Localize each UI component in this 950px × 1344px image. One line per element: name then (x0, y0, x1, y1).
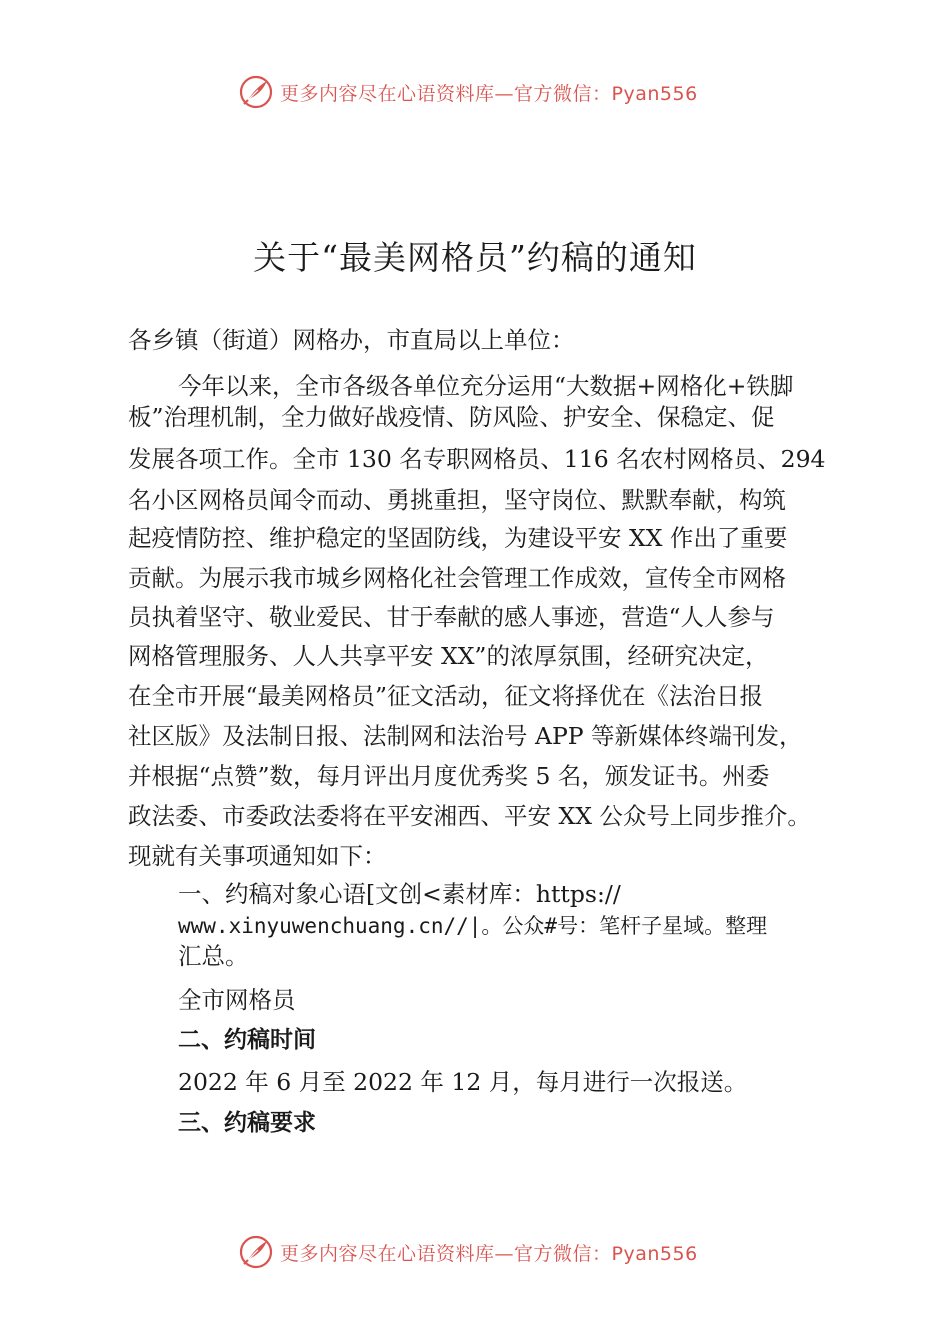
section3-heading: 三、约稿要求 (178, 1110, 316, 1136)
body-line: 社区版》及法制日报、法制网和法治号 APP 等新媒体终端刊发， (128, 722, 803, 750)
body-line: 在全市开展“最美网格员”征文活动，征文将择优在《法治日报 (128, 682, 764, 710)
body-line: 板”治理机制，全力做好战疫情、防风险、护安全、保稳定、促 (128, 403, 775, 431)
section1-line: 汇总。 (178, 942, 249, 970)
feather-pen-logo-icon (238, 74, 274, 110)
watermark-account: Pyan556 (611, 82, 698, 105)
feather-pen-logo-icon (238, 1234, 274, 1270)
body-line: 并根据“点赞”数，每月评出月度优秀奖 5 名，颁发证书。州委 (128, 762, 770, 790)
watermark-account: Pyan556 (611, 1242, 698, 1265)
section2-body: 2022 年 6 月至 2022 年 12 月，每月进行一次报送。 (178, 1068, 748, 1096)
body-line: 现就有关事项通知如下： (128, 842, 387, 870)
watermark-text: 更多内容尽在心语资料库—官方微信：Pyan556 (280, 1242, 698, 1265)
body-line: 今年以来，全市各级各单位充分运用“大数据+网格化+铁脚 (178, 372, 794, 400)
section1-target: 全市网格员 (178, 986, 296, 1014)
body-line: 起疫情防控、维护稳定的坚固防线，为建设平安 XX 作出了重要 (128, 524, 788, 552)
watermark-content (238, 72, 698, 112)
body-line: 贡献。为展示我市城乡网格化社会管理工作成效，宣传全市网格 (128, 564, 786, 592)
document-title: 关于“最美网格员”约稿的通知 (253, 238, 697, 277)
section1-line: 一、约稿对象心语[文创<素材库：https:// (178, 880, 621, 908)
body-line: 政法委、市委政法委将在平安湘西、平安 XX 公众号上同步推介。 (128, 802, 811, 830)
section2-heading: 二、约稿时间 (178, 1027, 316, 1053)
watermark-text: 更多内容尽在心语资料库—官方微信：Pyan556 (280, 82, 698, 105)
body-line: 名小区网格员闻令而动、勇挑重担，坚守岗位、默默奉献，构筑 (128, 486, 786, 514)
body-line: 网格管理服务、人人共享平安 XX”的浓厚氛围，经研究决定， (128, 642, 769, 670)
body-line: 发展各项工作。全市 130 名专职网格员、116 名农村网格员、294 (128, 445, 826, 473)
body-line: 员执着坚守、敬业爱民、甘于奉献的感人事迹，营造“人人参与 (128, 603, 775, 631)
watermark-banner-top (0, 72, 950, 112)
watermark-content (238, 1232, 698, 1272)
watermark-banner-bottom (0, 1232, 950, 1272)
salutation: 各乡镇（街道）网格办，市直局以上单位： (128, 326, 575, 354)
section1-line: www.xinyuwenchuang.cn//|。公众#号：笔杆子星域。整理 (178, 914, 768, 938)
